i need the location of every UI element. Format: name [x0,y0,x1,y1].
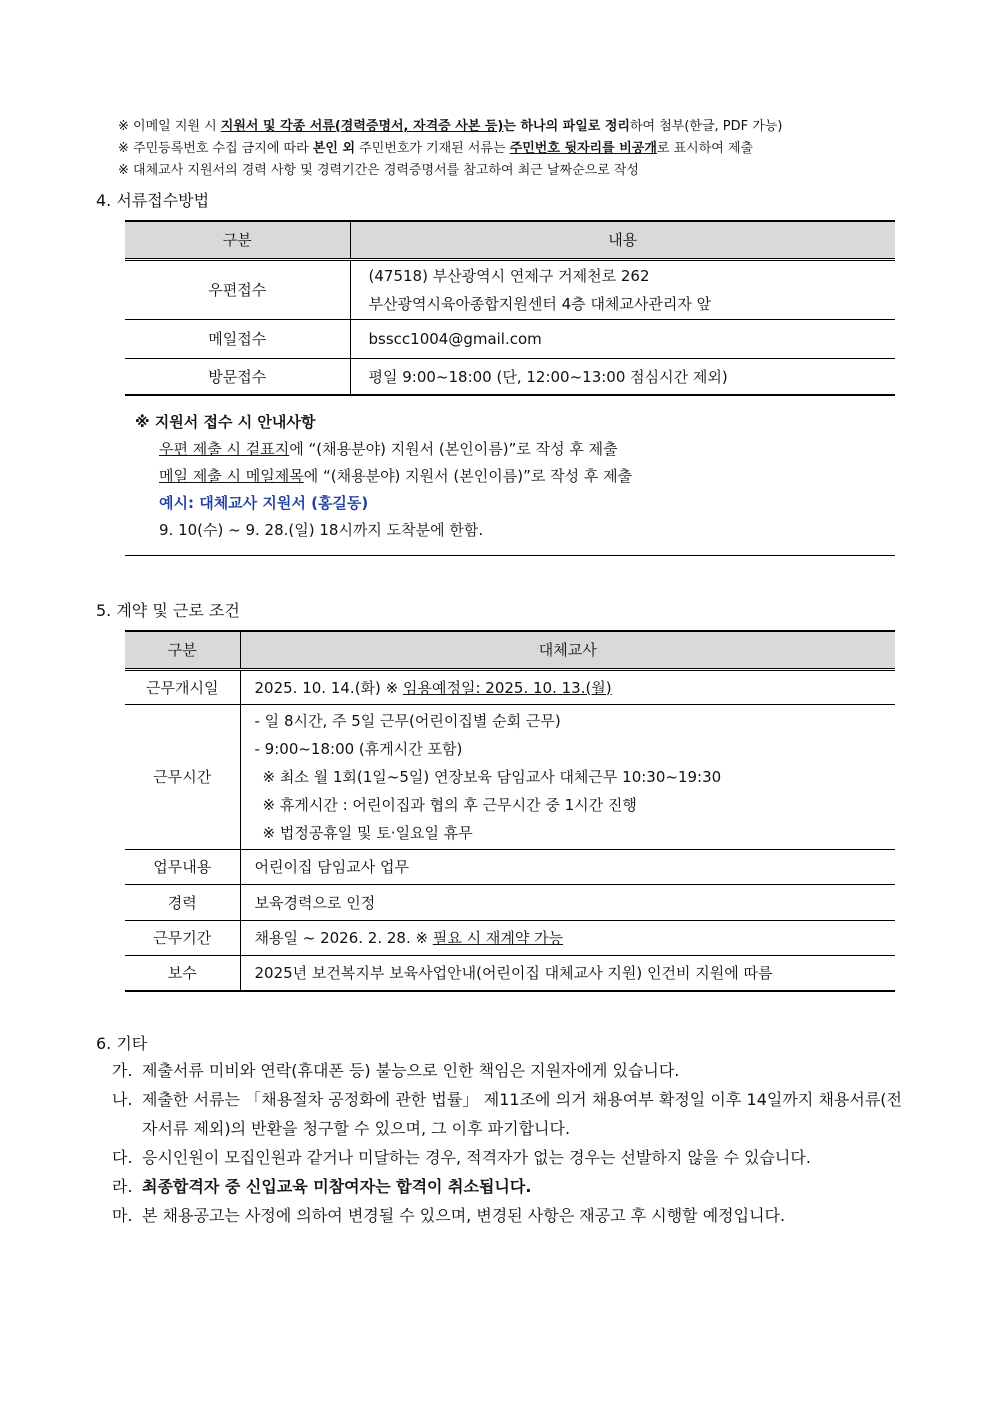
hours-details: - 일 8시간, 주 5일 근무(어린이집별 순회 근무) - 9:00~18:00 (휴게시간 포함) ※ 최소 월 1회(1일~5일) 연장보육 담임교사 대체근무 10:30~19:30 ※ 휴게시간 : 어린이집과 협의 후 근무시간 중 1시간 진행 ※ 법정공휴일 및 토·일요일 휴무 [240,704,895,849]
table-header-content: 내용 [350,221,895,259]
note-email-file: ※ 이메일 지원 시 지원서 및 각종 서류(경력증명서, 자격증 사본 등)는 하나의 파일로 정리하여 첨부(한글, PDF 가능) [118,119,783,134]
row-label-pay: 보수 [125,955,240,991]
contract-conditions-table [125,630,895,992]
guide-deadline: 9. 10(수) ~ 9. 28.(일) 18시까지 도착분에 한함. [159,521,484,539]
row-label-email: 메일접수 [125,319,350,358]
row-label-period: 근무기간 [125,920,240,955]
email-address: bsscc1004@gmail.com [350,319,895,358]
row-label-duty: 업무내용 [125,849,240,884]
post-address: (47518) 부산광역시 연제구 거제천로 262 [368,266,650,285]
guide-example: 예시: 대체교사 지원서 (홍길동) [159,494,369,512]
visit-hours: 평일 9:00~18:00 (단, 12:00~13:00 점심시간 제외) [350,358,895,395]
table-header-category: 구분 [125,221,350,259]
table-header-substitute: 대체교사 [240,631,895,669]
table-row [125,955,895,991]
row-label-visit: 방문접수 [125,358,350,395]
table-row [125,319,895,358]
table-row [125,358,895,395]
table-header-category: 구분 [125,631,240,669]
section4-heading: 4. 서류접수방법 [96,191,210,210]
list-item: 다. 응시인원이 모집인원과 같거나 미달하는 경우, 적격자가 없는 경우는 선발하지 않을 수 있습니다. [112,1148,811,1167]
guide-post: 우편 제출 시 겉표지에 “(채용분야) 지원서 (본인이름)”로 작성 후 제출 [159,440,618,458]
table-row [125,920,895,955]
table-row [125,849,895,884]
application-notes [118,116,918,182]
note-resident-number: ※ 주민등록번호 수집 금지에 따라 본인 외 주민번호가 기재된 서류는 주민번호 뒷자리를 비공개로 표시하여 제출 [118,141,754,156]
guide-email: 메일 제출 시 메일제목에 “(채용분야) 지원서 (본인이름)”로 작성 후 제출 [159,467,633,485]
list-item: 라. 최종합격자 중 신입교육 미참여자는 합격이 취소됩니다. [112,1177,532,1196]
period-value: 채용일 ~ 2026. 2. 28. ※ 필요 시 재계약 가능 [240,920,895,955]
row-label-hours: 근무시간 [125,704,240,849]
submission-method-table [125,220,895,396]
start-date-value: 2025. 10. 14.(화) ※ 임용예정일: 2025. 10. 13.(월) [240,669,895,704]
section6-heading: 6. 기타 [96,1034,148,1053]
submission-guide [125,405,895,556]
note-career-order: ※ 대체교사 지원서의 경력 사항 및 경력기간은 경력증명서를 참고하여 최근 날짜순으로 작성 [118,163,639,178]
duty-value: 어린이집 담임교사 업무 [240,849,895,884]
table-row [125,704,895,849]
list-item: 나. 제출한 서류는 「채용절차 공정화에 관한 법률」 제11조에 의거 채용여부 확정일 이후 14일까지 채용서류(전자서류 제외)의 반환을 청구할 수 있으며, 그 이후 파기합니다. [112,1090,902,1138]
post-recipient: 부산광역시육아종합지원센터 4층 대체교사관리자 앞 [368,294,712,313]
section5-heading: 5. 계약 및 근로 조건 [96,601,240,620]
list-item: 가. 제출서류 미비와 연락(휴대폰 등) 불능으로 인한 책임은 지원자에게 있습니다. [112,1061,680,1080]
row-label-career: 경력 [125,884,240,920]
table-row [125,669,895,704]
table-row [125,259,895,319]
guide-title: ※ 지원서 접수 시 안내사항 [135,413,316,431]
table-row [125,884,895,920]
list-item: 마. 본 채용공고는 사정에 의하여 변경될 수 있으며, 변경된 사항은 재공고 후 시행할 예정입니다. [112,1206,786,1225]
other-notices [112,1056,902,1230]
row-label-post: 우편접수 [125,259,350,319]
row-label-start-date: 근무개시일 [125,669,240,704]
career-value: 보육경력으로 인정 [240,884,895,920]
pay-value: 2025년 보건복지부 보육사업안내(어린이집 대체교사 지원) 인건비 지원에 따름 [240,955,895,991]
